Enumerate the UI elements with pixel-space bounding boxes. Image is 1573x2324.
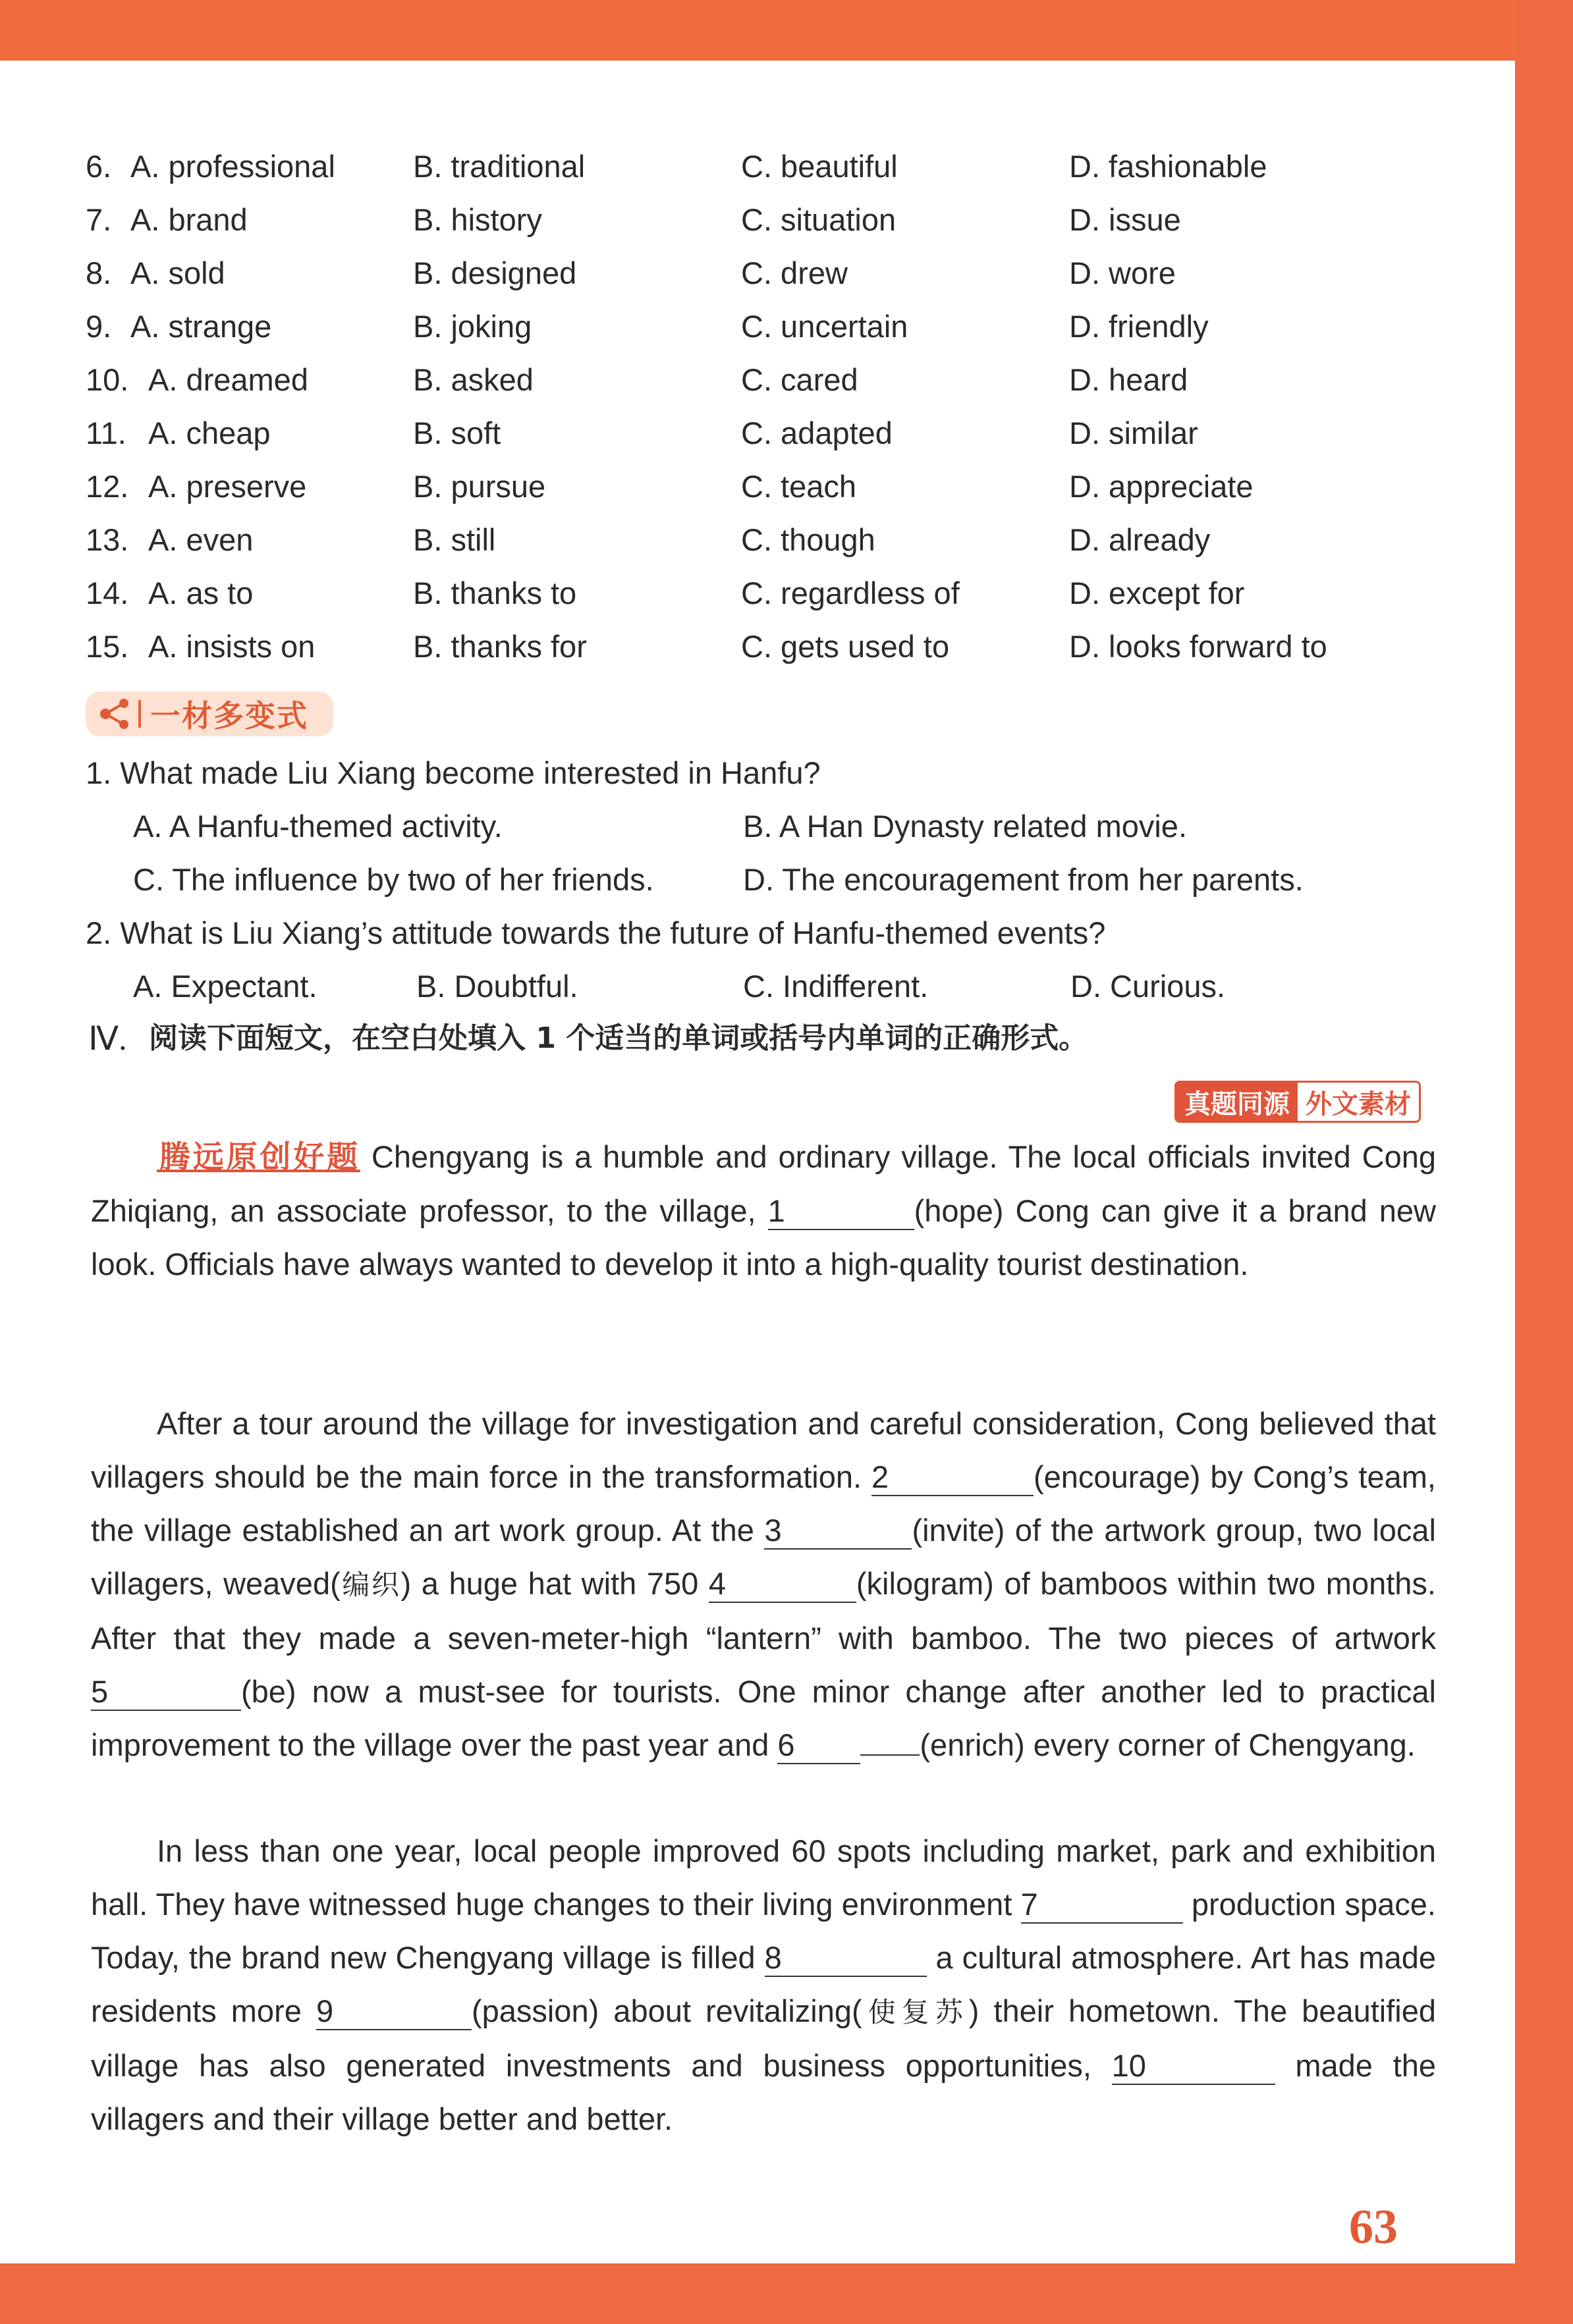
brand-label: 腾远原创好题 (157, 1139, 360, 1176)
question-number: 10. (86, 362, 129, 397)
question-number: 11. (86, 416, 126, 450)
option-b: B. thanks to (413, 576, 577, 610)
passage-text: (encourage) by Cong’s team, the village established an art work group. At the (91, 1459, 1436, 1548)
blank-7[interactable] (1021, 1887, 1183, 1924)
option-b: B. asked (413, 362, 534, 397)
blank-1[interactable] (768, 1193, 914, 1230)
section-tag (86, 691, 333, 736)
blank-number: 1 (767, 1193, 785, 1228)
source-badge (1174, 1081, 1421, 1123)
option-row (86, 415, 1403, 454)
option-row (86, 575, 1403, 614)
option-a: A. even (148, 522, 254, 557)
section-tag-label: 一材多变式 (150, 698, 308, 734)
option-c: C. beautiful (741, 149, 898, 184)
option-a: A. strange (130, 309, 272, 344)
option-c: C. regardless of (741, 576, 960, 610)
question-number: 6. (86, 149, 112, 184)
option-row (86, 308, 1403, 348)
question-2-option-b: B. Doubtful. (416, 969, 578, 1004)
option-c: C. adapted (741, 416, 893, 450)
top-border (0, 0, 1573, 61)
option-c: C. situation (741, 202, 897, 237)
blank-2[interactable] (871, 1459, 1034, 1496)
blank-3[interactable] (764, 1513, 912, 1550)
badge-right: 外文素材 (1298, 1083, 1419, 1121)
option-b: B. traditional (413, 149, 586, 184)
question-2-option-a: A. Expectant. (133, 969, 317, 1004)
option-c: C. gets used to (741, 629, 950, 664)
bottom-border (0, 2263, 1573, 2324)
option-b: B. joking (413, 309, 532, 344)
option-a: A. professional (130, 149, 335, 184)
blank-number: 4 (708, 1566, 727, 1601)
tag-divider (138, 700, 141, 728)
option-row (86, 522, 1403, 561)
question-number: 9. (86, 309, 112, 344)
blank-9[interactable] (316, 1993, 472, 2030)
option-a: A. cheap (148, 416, 271, 450)
passage-text: (kilogram) of bamboos within two months. After that they made a seven-meter-high “lantern” with bamboo. The two pieces of artwork (91, 1566, 1436, 1656)
passage-paragraph-3 (91, 1824, 1436, 2146)
question-1-option-c: C. The influence by two of her friends. (133, 862, 654, 897)
page-number: 63 (1349, 2200, 1398, 2254)
question-number: 12. (86, 469, 129, 504)
blank-8[interactable] (765, 1940, 927, 1977)
option-b: B. designed (413, 256, 577, 290)
option-a: A. dreamed (148, 362, 308, 397)
passage-text: (hope) Cong can give it a brand new look. Officials have always wanted to develop it into a high-quality tourist destination. (91, 1193, 1436, 1282)
option-a: A. as to (148, 576, 254, 610)
option-c: C. cared (741, 362, 858, 397)
option-d: D. looks forward to (1069, 629, 1327, 664)
blank-5[interactable] (91, 1674, 241, 1711)
passage-text: In less than one year, local people improved 60 spots including market, park and exhibition hall. They have witnessed huge changes to their living environment (91, 1833, 1436, 1922)
blank-number: 8 (764, 1940, 782, 1975)
chinese-gloss: 编织 (340, 1569, 401, 1601)
question-number: 8. (86, 256, 112, 290)
option-d: D. friendly (1069, 309, 1209, 344)
passage-text: (passion) about revitalizing( (471, 1993, 862, 2028)
question-1-option-d: D. The encouragement from her parents. (743, 862, 1304, 897)
blank-number: 3 (764, 1513, 782, 1548)
option-c: C. teach (741, 469, 857, 504)
blank-number: 5 (91, 1674, 109, 1709)
option-b: B. history (413, 202, 542, 237)
question-2-option-d: D. Curious. (1070, 969, 1226, 1004)
option-d: D. issue (1069, 202, 1181, 237)
option-b: B. still (413, 522, 496, 557)
option-d: D. heard (1069, 362, 1188, 397)
right-border (1515, 0, 1573, 2324)
option-a: A. brand (130, 202, 248, 237)
share-icon (96, 695, 134, 733)
question-1-option-a: A. A Hanfu-themed activity. (133, 809, 503, 844)
blank-number: 2 (871, 1459, 889, 1494)
blank-10[interactable] (1112, 2048, 1275, 2085)
option-row (86, 628, 1403, 668)
option-d: D. except for (1069, 576, 1245, 610)
option-a: A. insists on (148, 629, 316, 664)
badge-left: 真题同源 (1176, 1083, 1298, 1121)
passage-text: made the villagers and their village better and better. (91, 2048, 1436, 2136)
option-d: D. similar (1069, 416, 1198, 450)
question-number: 15. (86, 629, 129, 664)
section-instruction: 阅读下面短文，在空白处填入 1 个适当的单词或括号内单词的正确形式。 (149, 1021, 1088, 1055)
section-number: Ⅳ. (88, 1020, 127, 1057)
option-b: B. pursue (413, 469, 546, 504)
passage-paragraph-2 (91, 1397, 1436, 1771)
passage-text: ) their hometown. The beautified village has also generated investments and business opportunities, (91, 1993, 1436, 2083)
option-row (86, 255, 1403, 294)
passage-text: production space. Today, the brand new Chengyang village is filled (91, 1887, 1436, 1975)
blank-number: 9 (316, 1993, 334, 2028)
option-d: D. wore (1069, 256, 1176, 290)
question-1-option-b: B. A Han Dynasty related movie. (743, 809, 1187, 844)
blank-6-continuation (860, 1728, 920, 1756)
blank-number: 7 (1020, 1887, 1038, 1922)
blank-number: 10 (1111, 2048, 1146, 2083)
blank-6[interactable] (777, 1727, 860, 1764)
question-number: 13. (86, 522, 129, 557)
question-2-stem: 2. What is Liu Xiang’s attitude towards the future of Hanfu-themed events? (86, 915, 1106, 950)
option-a: A. sold (130, 256, 225, 290)
passage-text: (enrich) every corner of Chengyang. (920, 1727, 1416, 1762)
option-d: D. appreciate (1069, 469, 1254, 504)
option-d: D. fashionable (1069, 149, 1267, 184)
passage-text: ) a huge hat with 750 (400, 1566, 709, 1601)
question-2-option-c: C. Indifferent. (743, 969, 929, 1004)
chinese-gloss: 使复苏 (862, 1996, 969, 2028)
question-number: 14. (86, 576, 129, 610)
option-row (86, 468, 1403, 508)
blank-number: 6 (777, 1727, 795, 1762)
option-b: B. soft (413, 416, 501, 450)
passage-text: a cultural atmosphere. Art has made residents more (91, 1940, 1436, 2028)
passage-text: (invite) of the artwork group, two local villagers, weaved( (91, 1513, 1437, 1601)
option-c: C. uncertain (741, 309, 908, 344)
question-number: 7. (86, 202, 112, 237)
passage-text: Chengyang is a humble and ordinary village. The local officials invited Cong Zhiqiang, an associate professor, to the village, (91, 1139, 1436, 1228)
option-row (86, 148, 1403, 188)
passage-paragraph-1 (91, 1130, 1436, 1291)
question-1-stem: 1. What made Liu Xiang become interested in Hanfu? (86, 755, 821, 790)
passage-text: After a tour around the village for investigation and careful consideration, Cong believed that villagers should be the main force in the transformation. (91, 1406, 1436, 1494)
blank-4[interactable] (709, 1566, 856, 1603)
option-row (86, 202, 1403, 241)
passage-text: (be) now a must-see for tourists. One minor change after another led to practical improvement to the village over the past year and (91, 1674, 1436, 1762)
page (0, 61, 1515, 2263)
option-a: A. preserve (148, 469, 307, 504)
option-d: D. already (1069, 522, 1211, 557)
option-c: C. drew (741, 256, 848, 290)
option-row (86, 362, 1403, 401)
option-c: C. though (741, 522, 875, 557)
option-b: B. thanks for (413, 629, 587, 664)
